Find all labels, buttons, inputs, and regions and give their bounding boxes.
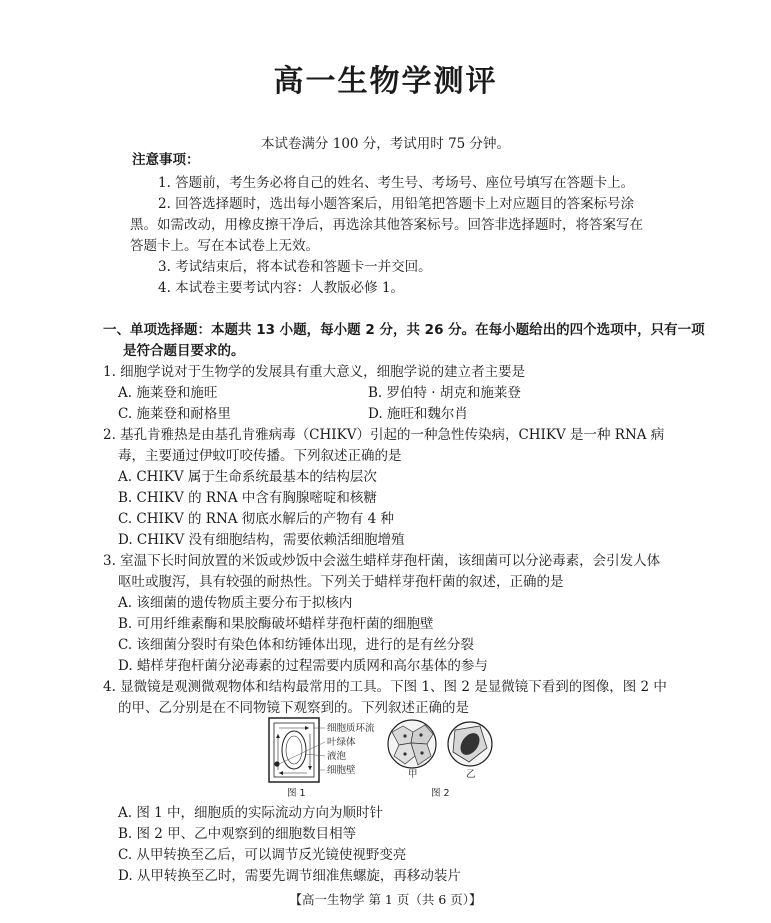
fig1-label-cytoplasm-streaming: 细胞质环流	[327, 723, 375, 734]
q4-option-a: A. 图 1 中，细胞质的实际流动方向为顺时针	[118, 805, 384, 821]
figure-1-cell	[269, 718, 325, 782]
section-heading-cont: 是符合题目要求的。	[123, 343, 245, 359]
figure-1-caption: 图 1	[287, 788, 306, 799]
exam-info: 本试卷满分 100 分，考试用时 75 分钟。	[260, 136, 511, 152]
fig2-label-jia: 甲	[408, 769, 418, 780]
question-2-stem-cont: 毒，主要通过伊蚊叮咬传播。下列叙述正确的是	[118, 448, 402, 464]
fig2-label-yi: 乙	[466, 769, 476, 780]
microscope-figure	[255, 712, 505, 802]
notice-line: 1. 答题前，考生务必将自己的姓名、考生号、考场号、座位号填写在答题卡上。	[158, 175, 635, 191]
q2-option-c: C. CHIKV 的 RNA 彻底水解后的产物有 4 种	[118, 511, 394, 527]
figure-2-yi-view	[448, 722, 492, 766]
page-title: 高一生物学测评	[273, 64, 498, 99]
q4-option-b: B. 图 2 甲、乙中观察到的细胞数目相等	[118, 826, 357, 842]
question-3-stem: 3. 室温下长时间放置的米饭或炒饭中会滋生蜡样芽孢杆菌，该细菌可以分泌毒素，会引发人体	[103, 553, 661, 569]
q2-option-a: A. CHIKV 属于生命系统最基本的结构层次	[118, 469, 377, 485]
q3-option-b: B. 可用纤维素酶和果胶酶破坏蜡样芽孢杆菌的细胞壁	[118, 616, 434, 632]
question-3-stem-cont: 呕吐或腹泻，具有较强的耐热性。下列关于蜡样芽孢杆菌的叙述，正确的是	[118, 574, 564, 590]
q1-option-d: D. 施旺和魏尔肖	[368, 406, 468, 422]
notice-line: 4. 本试卷主要考试内容：人教版必修 1。	[158, 280, 405, 296]
notice-line: 黑。如需改动，用橡皮擦干净后，再选涂其他答案标号。回答非选择题时，将答案写在	[130, 217, 643, 233]
question-1-stem: 1. 细胞学说对于生物学的发展具有重大意义，细胞学说的建立者主要是	[103, 364, 526, 380]
question-4-stem-cont: 的甲、乙分别是在不同物镜下观察到的。下列叙述正确的是	[118, 700, 469, 716]
notice-line: 答题卡上。写在本试卷上无效。	[130, 238, 319, 254]
question-2-stem: 2. 基孔肯雅热是由基孔肯雅病毒（CHIKV）引起的一种急性传染病，CHIKV 是一种 RNA 病	[103, 427, 665, 443]
figure-2-caption: 图 2	[431, 788, 450, 799]
notice-heading: 注意事项：	[132, 152, 200, 168]
q3-option-a: A. 该细菌的遗传物质主要分布于拟核内	[118, 595, 353, 611]
section-heading: 一、单项选择题：本题共 13 小题，每小题 2 分，共 26 分。在每小题给出的四个选项中，只有一项	[103, 322, 705, 338]
q1-option-a: A. 施莱登和施旺	[118, 385, 218, 401]
fig1-label-chloroplast: 叶绿体	[327, 737, 356, 748]
q2-option-d: D. CHIKV 没有细胞结构，需要依赖活细胞增殖	[118, 532, 405, 548]
page-footer: 【高一生物学 第 1 页（共 6 页）】	[289, 892, 482, 907]
fig1-label-vacuole: 液泡	[327, 751, 347, 762]
question-4-stem: 4. 显微镜是观测微观物体和结构最常用的工具。下图 1、图 2 是显微镜下看到的图像，图 2 中	[103, 679, 667, 695]
q2-option-b: B. CHIKV 的 RNA 中含有胸腺嘧啶和核糖	[118, 490, 377, 506]
notice-line: 2. 回答选择题时，选出每小题答案后，用铅笔把答题卡上对应题目的答案标号涂	[158, 196, 635, 212]
q4-option-c: C. 从甲转换至乙后，可以调节反光镜使视野变亮	[118, 847, 407, 863]
q3-option-c: C. 该细菌分裂时有染色体和纺锤体出现，进行的是有丝分裂	[118, 637, 474, 653]
figure-2-jia-view	[388, 720, 436, 768]
q1-option-c: C. 施莱登和耐格里	[118, 406, 231, 422]
notice-line: 3. 考试结束后，将本试卷和答题卡一并交回。	[158, 259, 432, 275]
q4-option-d: D. 从甲转换至乙时，需要先调节细准焦螺旋，再移动装片	[118, 868, 461, 884]
fig1-label-cell-wall: 细胞壁	[327, 765, 356, 776]
q1-option-b: B. 罗伯特 · 胡克和施莱登	[368, 385, 521, 401]
q3-option-d: D. 蜡样芽孢杆菌分泌毒素的过程需要内质网和高尔基体的参与	[118, 658, 488, 674]
